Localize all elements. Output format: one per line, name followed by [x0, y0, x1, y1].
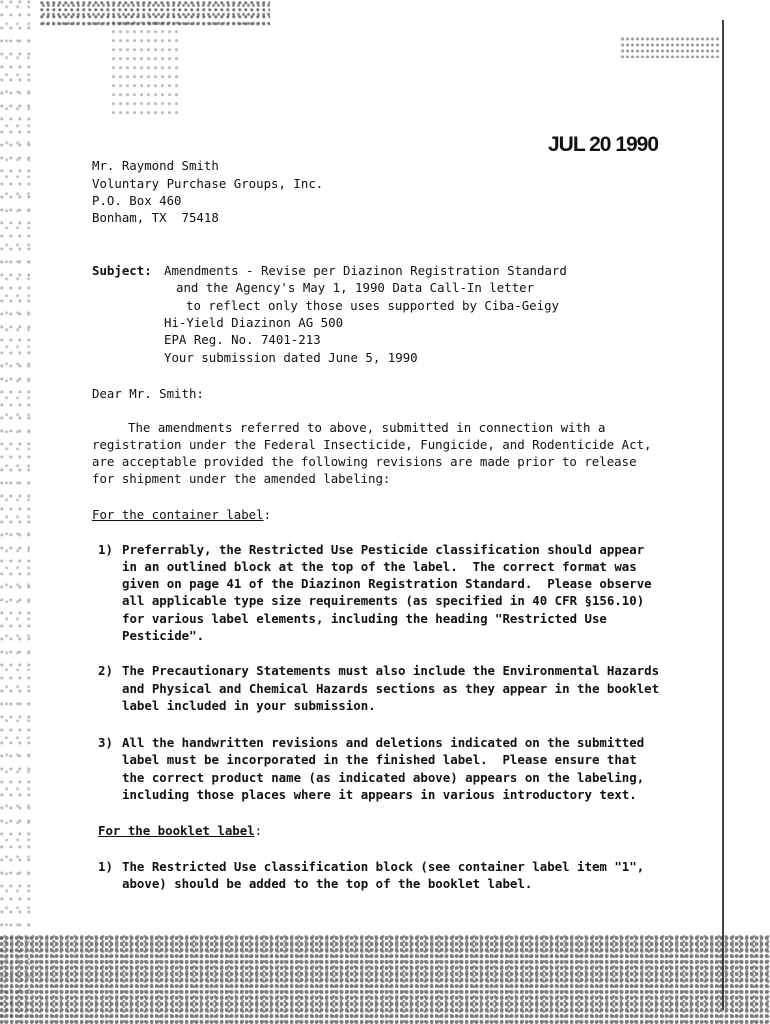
item-number: 2): [98, 663, 113, 678]
recipient-name: Mr. Raymond Smith: [92, 158, 219, 173]
subject-label: Subject:: [92, 263, 152, 278]
item-line: The Precautionary Statements must also include the Environmental Hazards: [122, 663, 660, 678]
item-number: 1): [98, 859, 113, 874]
booklet-heading-text: For the booklet label: [98, 823, 255, 838]
item-line: in an outlined block at the top of the label. The correct format was: [122, 559, 637, 574]
container-heading-text: For the container label: [92, 507, 264, 522]
item-line: above) should be added to the top of the booklet label.: [122, 876, 533, 891]
scan-artifact-top-blot: [110, 20, 180, 120]
page-right-edge-line: [722, 20, 724, 1010]
intro-line: for shipment under the amended labeling:: [92, 471, 391, 486]
item-line: for various label elements, including the heading "Restricted Use: [122, 611, 607, 626]
subject-line: EPA Reg. No. 7401-213: [164, 332, 321, 347]
scan-artifact-top: [40, 0, 270, 26]
item-number: 3): [98, 735, 113, 750]
item-line: the correct product name (as indicated above) appears on the labeling,: [122, 770, 645, 785]
recipient-po-box: P.O. Box 460: [92, 193, 182, 208]
item-line: and Physical and Chemical Hazards sections as they appear in the booklet: [122, 681, 660, 696]
intro-line: The amendments referred to above, submitted in connection with a: [128, 420, 606, 435]
item-line: Pesticide".: [122, 628, 205, 643]
recipient-city: Bonham, TX 75418: [92, 210, 219, 225]
date-stamp: JUL 20 1990: [548, 133, 659, 156]
subject-line: to reflect only those uses supported by Ciba-Geigy: [186, 298, 559, 313]
booklet-heading: [98, 822, 262, 840]
subject-line: Hi-Yield Diazinon AG 500: [164, 315, 344, 330]
item-line: label included in your submission.: [122, 698, 376, 713]
scan-artifact-bottom-edge: [0, 935, 770, 1024]
subject-line: and the Agency's May 1, 1990 Data Call-In letter: [176, 280, 535, 295]
salutation: Dear Mr. Smith:: [92, 386, 204, 401]
container-heading: [92, 506, 271, 524]
intro-line: are acceptable provided the following revisions are made prior to release: [92, 454, 637, 469]
item-line: Preferrably, the Restricted Use Pesticide classification should appear: [122, 542, 645, 557]
item-line: given on page 41 of the Diazinon Registration Standard. Please observe: [122, 576, 652, 591]
item-line: all applicable type size requirements (as specified in 40 CFR §156.10): [122, 593, 645, 608]
intro-line: registration under the Federal Insecticide, Fungicide, and Rodenticide Act,: [92, 437, 652, 452]
item-number: 1): [98, 542, 113, 557]
subject-line: Your submission dated June 5, 1990: [164, 350, 418, 365]
scan-artifact-left-edge: [0, 0, 34, 1024]
scan-artifact-top-right: [620, 36, 720, 58]
subject-line: Amendments - Revise per Diazinon Registration Standard: [164, 263, 567, 278]
recipient-company: Voluntary Purchase Groups, Inc.: [92, 176, 324, 191]
booklet-heading-colon: :: [254, 823, 263, 838]
item-line: The Restricted Use classification block (see container label item "1",: [122, 859, 645, 874]
container-heading-colon: :: [263, 507, 272, 522]
item-line: including those places where it appears in various introductory text.: [122, 787, 637, 802]
item-line: label must be incorporated in the finished label. Please ensure that: [122, 752, 637, 767]
item-line: All the handwritten revisions and deletions indicated on the submitted: [122, 735, 645, 750]
